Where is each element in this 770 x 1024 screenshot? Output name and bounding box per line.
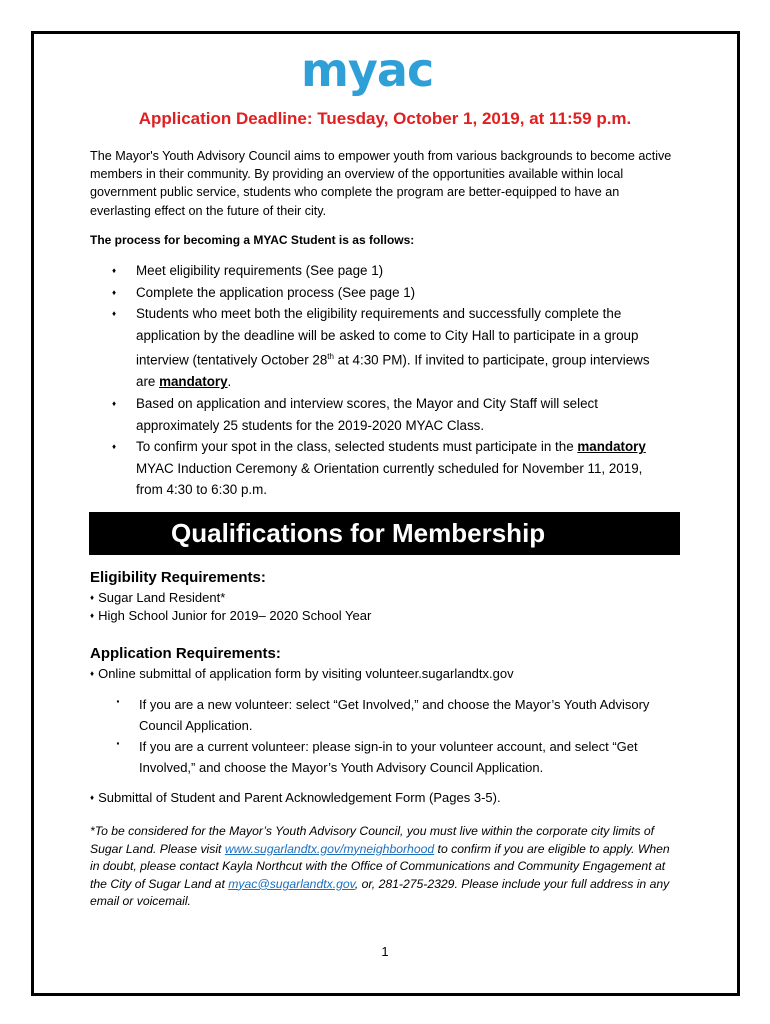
- list-item: ♦ To confirm your spot in the class, selected students must participate in the mandatory MYAC Induction Ceremony & Orientation currently scheduled for November 11, 2019, from 4:30 to 6:30 p.m.: [112, 436, 672, 501]
- list-item: ♦ Submittal of Student and Parent Acknowledgement Form (Pages 3-5).: [90, 790, 501, 805]
- list-item: · If you are a current volunteer: please sign-in to your volunteer account, and select “Get Involved,” and choose the Mayor’s Youth Advisory Council Application.: [114, 736, 674, 778]
- list-item: ♦ Complete the application process (See page 1): [112, 282, 672, 304]
- list-item: ♦ Sugar Land Resident*: [90, 590, 226, 605]
- myneighborhood-link[interactable]: www.sugarlandtx.gov/myneighborhood: [224, 841, 435, 856]
- diamond-bullet-icon: ♦: [90, 593, 95, 602]
- page-number: 1: [381, 944, 389, 959]
- process-heading: The process for becoming a MYAC Student is as follows:: [90, 233, 415, 247]
- myac-email-link[interactable]: myac@sugarlandtx.gov: [228, 876, 355, 891]
- residency-note: *To be considered for the Mayor’s Youth Advisory Council, you must live within the corporate city limits of Sugar Land. Please visit www.sugarlandtx.gov/myneighborhood to confirm if you are eligible to apply. When in doubt, please contact Kayla Northcut with the Office of Communications and Community Engagement at the City of Sugar Land at myac@sugarlandtx.gov, or, 281-275-2329. Please include your full address in any email or voicemail.: [90, 824, 670, 909]
- process-steps-list: [112, 260, 672, 501]
- intro-paragraph: The Mayor's Youth Advisory Council aims to empower youth from various backgrounds to become active members in their community. By providing an overview of the opportunities available within local government public service, students who complete the program are better-equipped to have an everlasting effect on the future of their city.: [90, 149, 672, 218]
- list-item: ♦ Online submittal of application form by visiting volunteer.sugarlandtx.gov: [90, 666, 514, 681]
- list-item: ♦ Meet eligibility requirements (See page 1): [112, 260, 672, 282]
- mandatory-emphasis: mandatory: [159, 374, 228, 390]
- volunteer-instructions-list: [114, 694, 674, 778]
- application-deadline: Application Deadline: Tuesday, October 1, 2019, at 11:59 p.m.: [138, 109, 632, 128]
- eligibility-heading: Eligibility Requirements:: [90, 569, 266, 586]
- myac-logo: [301, 50, 461, 106]
- qualifications-banner: Qualifications for Membership: [89, 512, 680, 555]
- application-heading: Application Requirements:: [90, 645, 281, 662]
- list-item: ♦ Based on application and interview scores, the Mayor and City Staff will select approximately 25 students for the 2019-2020 MYAC Class.: [112, 393, 672, 436]
- list-item: ♦ Students who meet both the eligibility requirements and successfully complete the application by the deadline will be asked to come to City Hall to participate in a group interview (tentatively October 28th at 4:30 PM). If invited to participate, group interviews are mandatory.: [112, 303, 672, 393]
- mandatory-emphasis: mandatory: [577, 439, 646, 455]
- diamond-bullet-icon: ♦: [90, 793, 95, 802]
- svg-text:myac: myac: [301, 50, 434, 97]
- diamond-bullet-icon: ♦: [90, 669, 95, 678]
- list-item: · If you are a new volunteer: select “Get Involved,” and choose the Mayor’s Youth Advisory Council Application.: [114, 694, 674, 736]
- diamond-bullet-icon: ♦: [90, 611, 95, 620]
- list-item: ♦ High School Junior for 2019– 2020 School Year: [90, 608, 372, 623]
